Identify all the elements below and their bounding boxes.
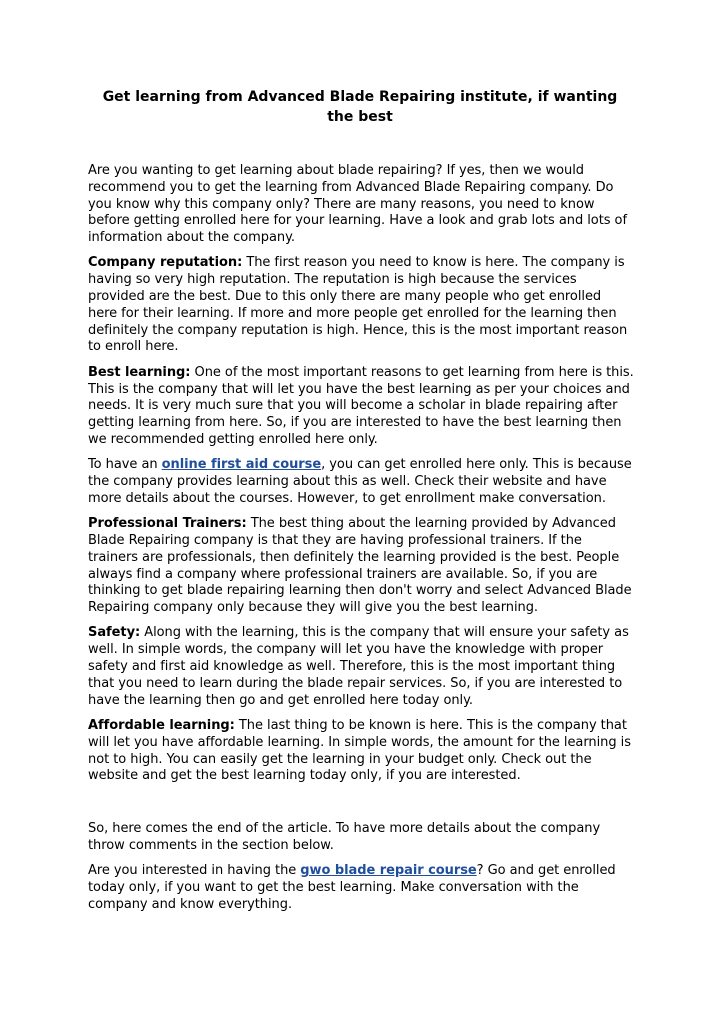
safety-paragraph — [88, 625, 634, 709]
trainers-text: The best thing about the learning provided by Advanced Blade Repairing company is that they are having professional trainers. If the trainers are professionals, then definitely the learning provided is the best. People always find a company where professional trainers are available. So, if you are thinking to get blade repairing learning then don't worry and select Advanced Blade Repairing company only because they will give you the best learning. — [88, 516, 632, 616]
intro-paragraph: Are you wanting to get learning about blade repairing? If yes, then we would recommend you to get the learning from Advanced Blade Repairing company. Do you know why this company only? There are many reasons, you need to know before getting enrolled here for your learning. Have a look and grab lots and lots of information about the company. — [88, 163, 627, 246]
gwo-text-after: ? Go and get enrolled today only, if you want to get the best learning. Make conversation with the company and know everything. — [88, 863, 616, 912]
trainers-heading: Professional Trainers: — [88, 516, 247, 532]
reputation-text: The first reason you need to know is here. The company is having so very high reputation. The reputation is high because the services provided are the best. Due to this only there are many people who get enrolled here for their learning. If more and more people get enrolled for the learning then definitely the company reputation is high. Hence, this is the most important reason to enroll here. — [88, 255, 628, 355]
gwo-blade-repair-course-link[interactable]: gwo blade repair course — [300, 863, 477, 879]
first-aid-paragraph — [88, 457, 634, 507]
safety-text: Along with the learning, this is the company that will ensure your safety as well. In simple words, the company will let you have the knowledge with proper safety and first aid knowledge as well. Therefore, this is the most important thing that you need to learn during the blade repair services. So, if you are interested to have the learning then go and get enrolled here today only. — [88, 625, 629, 708]
best-learning-heading: Best learning: — [88, 364, 191, 380]
first-aid-text-before: To have an — [88, 457, 162, 473]
affordable-paragraph — [88, 718, 634, 785]
trainers-paragraph — [88, 516, 634, 617]
affordable-text: The last thing to be known is here. This is the company that will let you have affordable learning. In simple words, the amount for the learning is not to high. You can easily get the learning in your budget only. Check out the website and get the best learning today only, if you are interested. — [88, 717, 631, 784]
article-body — [88, 163, 634, 922]
reputation-heading: Company reputation: — [88, 255, 243, 271]
first-aid-course-link[interactable]: online first aid course — [161, 457, 322, 473]
safety-heading: Safety: — [88, 625, 141, 641]
first-aid-text-after: , you can get enrolled here only. This is because the company provides learning about this as well. Check their website and have more details about the courses. However, to get enrollment make conversation. — [88, 457, 632, 506]
page-title: Get learning from Advanced Blade Repairing institute, if wanting the best — [102, 89, 618, 125]
affordable-heading: Affordable learning: — [88, 717, 235, 733]
best-learning-paragraph — [88, 365, 634, 449]
conclusion-paragraph: So, here comes the end of the article. To have more details about the company throw comments in the section below. — [88, 821, 601, 853]
best-learning-text: One of the most important reasons to get learning from here is this. This is the company that will let you have the best learning as per your choices and needs. It is very much sure that you will become a scholar in blade repairing after getting learning from here. So, if you are interested to have the best learning then we recommended getting enrolled here only. — [88, 364, 634, 447]
reputation-paragraph — [88, 255, 634, 356]
gwo-paragraph — [88, 863, 634, 913]
gwo-text-before: Are you interested in having the — [88, 863, 301, 879]
